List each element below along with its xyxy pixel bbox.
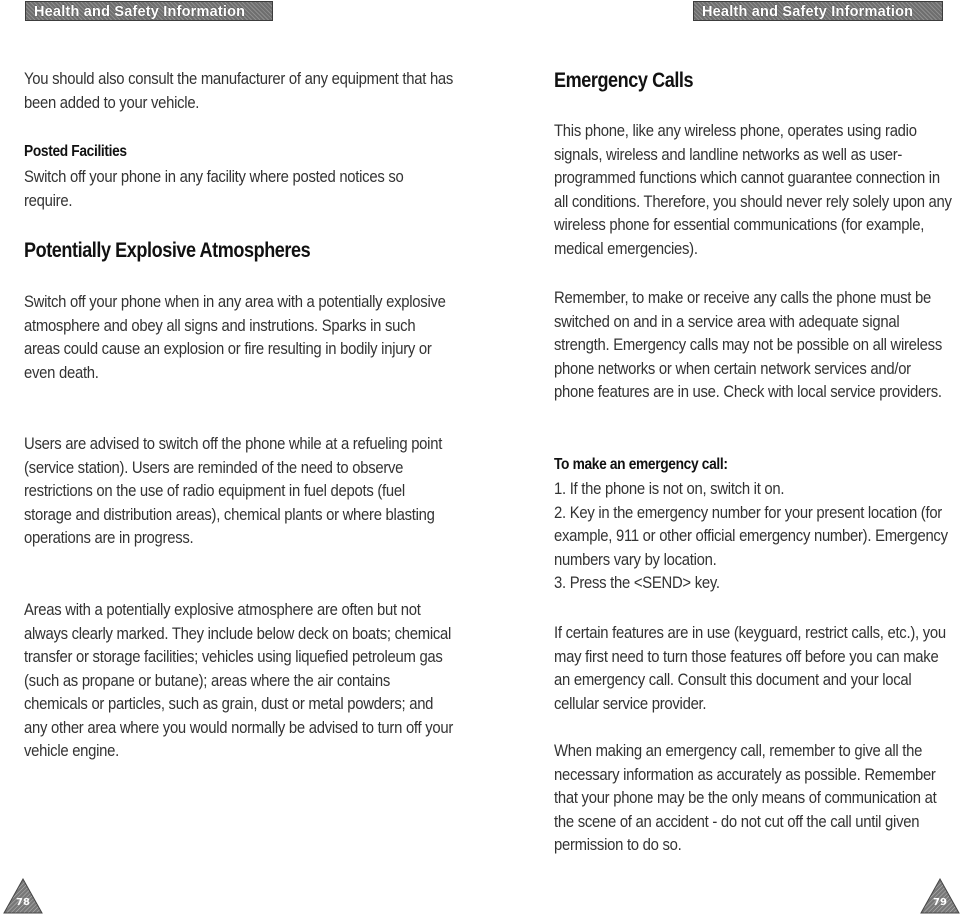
- closing-paragraph-2: When making an emergency call, remember to give all the necessary information as accurately as possible. Remember that your phone may be the only means of communication at the scene of an accident - do not cut off the call until given permission to do so.: [554, 742, 937, 854]
- explosive-paragraph-3: Areas with a potentially explosive atmosphere are often but not always clearly marked. They include below deck on boats; chemical transfer or storage facilities; vehicles using liquefied petroleum gas (such as propane or butane); areas where the air contains chemicals or particles, such as grain, dust or metal powders; and any other area where you would normally be advised to turn off your vehicle engine.: [24, 601, 454, 760]
- emergency-paragraph-1: This phone, like any wireless phone, operates using radio signals, wireless and landline networks as well as user-programmed functions which cannot guarantee connection in all conditions. Therefore, you should never rely solely upon any wireless phone for essential communications (for example, medical emergencies).: [554, 122, 952, 258]
- posted-facilities-text: Switch off your phone in any facility where posted notices so require.: [24, 168, 404, 210]
- closing-paragraph-1: If certain features are in use (keyguard, restrict calls, etc.), you may first need to turn those features off before you can make an emergency call. Consult this document and your local cellular service provider.: [554, 624, 946, 713]
- step-1: 1. If the phone is not on, switch it on.: [554, 480, 785, 498]
- left-page-number: 78: [16, 897, 30, 908]
- right-header-title: Health and Safety Information: [693, 1, 943, 21]
- page-number-triangle: [3, 878, 43, 914]
- how-to-heading: To make an emergency call:: [554, 456, 728, 473]
- explosive-paragraph-2: Users are advised to switch off the phone while at a refueling point (service station). Users are reminded of the need to observe restrictions on the use of radio equipment in fuel depots (fuel storage and distribution areas), chemical plants or where blasting operations are in progress.: [24, 435, 443, 547]
- step-2: 2. Key in the emergency number for your present location (for example, 911 or other official emergency number). Emergency numbers vary by location.: [554, 503, 948, 569]
- emergency-calls-heading: Emergency Calls: [554, 69, 694, 92]
- right-page-number: 79: [933, 897, 947, 908]
- left-header-title: Health and Safety Information: [25, 1, 273, 21]
- intro-paragraph: You should also consult the manufacturer of any equipment that has been added to your vehicle.: [24, 70, 454, 112]
- explosive-atmospheres-heading: Potentially Explosive Atmospheres: [24, 239, 311, 262]
- right-page: [482, 0, 965, 915]
- posted-facilities-heading: Posted Facilities: [24, 143, 127, 160]
- emergency-paragraph-2: Remember, to make or receive any calls the phone must be switched on and in a service area with adequate signal strength. Emergency calls may not be possible on all wireless phone networks or when certain network services and/or phone features are in use. Check with local service providers.: [554, 289, 942, 401]
- explosive-paragraph-1: Switch off your phone when in any area with a potentially explosive atmosphere and obey all signs and instrutions. Sparks in such areas could cause an explosion or fire resulting in bodily injury or even death.: [24, 293, 446, 382]
- step-3: 3. Press the <SEND> key.: [554, 574, 720, 592]
- how-to-steps: [554, 478, 954, 596]
- page-number-triangle: [920, 878, 960, 914]
- left-page: [0, 0, 482, 915]
